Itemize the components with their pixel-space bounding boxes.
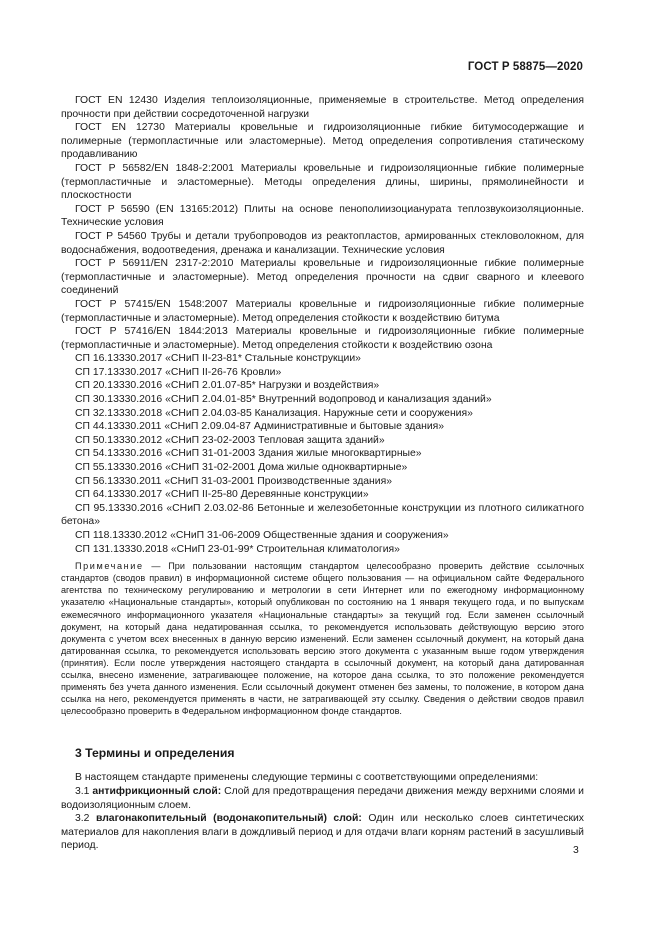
section-intro: В настоящем стандарте применены следующие термины с соответствующими определениями: — [75, 772, 539, 784]
section-title: 3 Термины и определения — [75, 746, 235, 761]
reference-item: ГОСТ Р 56582/EN 1848-2:2001 Материалы кровельные и гидроизоляционные гибкие полимерные (термопластичные и эластомерные). Методы определения длины, ширины, прямолинейности и плоскостности — [61, 162, 584, 202]
reference-item: СП 16.13330.2017 «СНиП II-23-81* Стальные конструкции» — [75, 353, 361, 365]
page-body — [61, 94, 584, 853]
term-number: 3.2 — [75, 813, 96, 825]
term-definition — [61, 785, 584, 812]
reference-item: СП 118.13330.2012 «СНиП 31-06-2009 Общественные здания и сооружения» — [75, 530, 449, 541]
note-dash: — — [143, 561, 169, 572]
note-text: При пользовании настоящим стандартом целесообразно проверить действие ссылочных стандартов (сводов правил) в информационной системе общего пользования — на официальном сайте Федерального агентства по техническому регулированию и метрологии в сети Интернет или по ежегодному информационному указателю «Национальные стандарты», который опубликован по состоянию на 1 января текущего года, и по выпускам ежемесячного информационного указателя «Национальные стандарты» за текущий год. Если заменен ссылочный документ, на который дана недатированная ссылка, то рекомендуется использовать действующую версию этого документа с учетом всех внесенных в данную версию изменений. Если заменен ссылочный документ, на который дана датированная ссылка, то рекомендуется использовать версию этого документа с указанным выше годом утверждения (принятия). Если после утверждения настоящего стандарта в ссылочный документ, на который дана датированная ссылка, внесено изменение, затрагивающее положение, на которое дана ссылка, то это положение рекомендуется применять без учета данного изменения. Если ссылочный документ отменен без замены, то положение, в котором дана ссылка на него, рекомендуется применять в части, не затрагивающей эту ссылку. Сведения о действии сводов правил целесообразно проверить в Федеральном информационном фонде стандартов. — [61, 561, 584, 717]
reference-item: СП 95.13330.2016 «СНиП 2.03.02-86 Бетонные и железобетонные конструкции из плотного силикатного бетона» — [61, 502, 584, 528]
reference-item: ГОСТ Р 56911/EN 2317-2:2010 Материалы кровельные и гидроизоляционные гибкие полимерные (термопластичные и эластомерные). Метод определения прочности на сдвиг сварного и клеевого соединений — [61, 258, 584, 297]
reference-item: СП 54.13330.2016 «СНиП 31-01-2003 Здания жилые многоквартирные» — [75, 448, 422, 460]
term-name: влагонакопительный (водонакопительный) слой: — [95, 813, 362, 825]
term-number: 3.1 — [75, 786, 93, 797]
term-name: антифрикционный слой: — [92, 786, 222, 797]
note-label: Примечание — [75, 561, 144, 572]
normative-references-list — [61, 94, 584, 556]
term-definition-text: Слой для предотвращения передачи движения между верхними слоями и водоизоляционным слоем. — [61, 786, 584, 811]
term-definition-text: Один или несколько слоев синтетических материалов для накопления влаги в дождливый период и для отдачи влаги корням растений в засушливый период. — [61, 813, 585, 852]
reference-item: СП 131.13330.2018 «СНиП 23-01-99* Строительная климатология» — [75, 543, 400, 555]
reference-item: СП 20.13330.2016 «СНиП 2.01.07-85* Нагрузки и воздействия» — [75, 380, 380, 392]
reference-item: СП 55.13330.2016 «СНиП 31-02-2001 Дома жилые одноквартирные» — [75, 462, 408, 474]
reference-item: СП 17.13330.2017 «СНиП II-26-76 Кровли» — [75, 366, 282, 378]
reference-item: СП 56.13330.2011 «СНиП 31-03-2001 Производственные здания» — [75, 475, 392, 487]
reference-item: ГОСТ Р 54560 Трубы и детали трубопроводов из реактопластов, армированных стекловолокном, для водоснабжения, водоотведения, дренажа и канализации. Технические условия — [61, 230, 584, 256]
reference-item: СП 64.13330.2017 «СНиП II-25-80 Деревянные конструкции» — [75, 489, 369, 501]
standard-code: ГОСТ Р 58875—2020 — [467, 61, 583, 73]
reference-item: ГОСТ Р 57415/EN 1548:2007 Материалы кровельные и гидроизоляционные гибкие полимерные (термопластичные и эластомерные). Метод определения стойкости к воздействию битума — [61, 298, 584, 324]
reference-item: СП 50.13330.2012 «СНиП 23-02-2003 Тепловая защита зданий» — [75, 434, 385, 446]
reference-item: СП 32.13330.2018 «СНиП 2.04.03-85 Канализация. Наружные сети и сооружения» — [75, 407, 473, 419]
reference-item: ГОСТ EN 12430 Изделия теплоизоляционные, применяемые в строительстве. Метод определения прочности при действии сосредоточенной нагрузки — [61, 95, 584, 120]
page-number: 3 — [573, 845, 579, 856]
term-definition — [61, 812, 584, 853]
reference-note — [61, 560, 584, 717]
reference-item: ГОСТ Р 56590 (EN 13165:2012) Плиты на основе пенополиизоцианурата теплозвукоизоляционные. Технические условия — [61, 203, 584, 229]
reference-item: ГОСТ Р 57416/EN 1844:2013 Материалы кровельные и гидроизоляционные гибкие полимерные (термопластичные и эластомерные). Метод определения стойкости к воздействию озона — [61, 326, 584, 351]
reference-item: СП 30.13330.2016 «СНиП 2.04.01-85* Внутренний водопровод и канализация зданий» — [75, 394, 492, 406]
reference-item: ГОСТ EN 12730 Материалы кровельные и гидроизоляционные гибкие битумосодержащие и полимерные (термопластичные или эластомерные). Метод определения сопротивления статическому продавливанию — [61, 122, 584, 161]
reference-item: СП 44.13330.2011 «СНиП 2.09.04-87 Административные и бытовые здания» — [75, 421, 445, 433]
